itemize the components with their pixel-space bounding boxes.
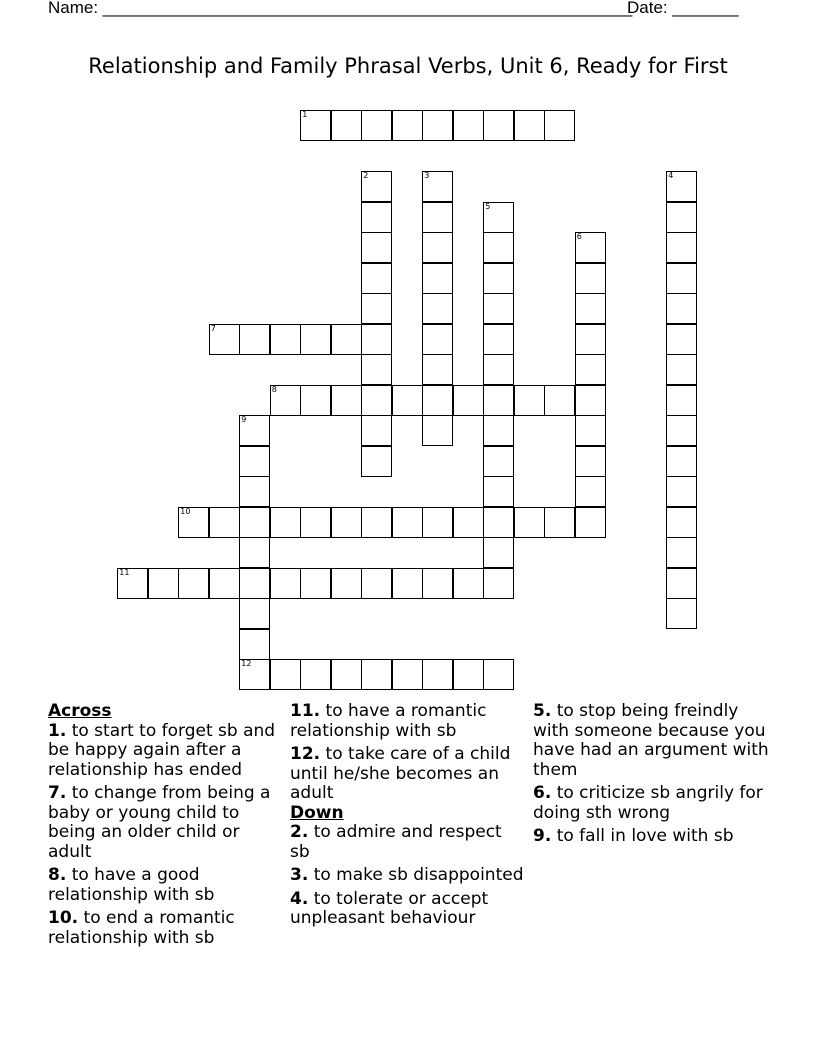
grid-cell[interactable] (575, 385, 606, 416)
grid-cell[interactable] (575, 324, 606, 355)
grid-cell[interactable] (483, 354, 514, 385)
grid-cell[interactable] (270, 507, 301, 538)
grid-cell[interactable] (392, 507, 423, 538)
grid-cell[interactable] (666, 171, 697, 202)
grid-cell[interactable] (209, 568, 240, 599)
clue-number-label: 8 (271, 384, 277, 394)
clue-number: 4. (290, 888, 309, 909)
grid-cell[interactable] (361, 568, 392, 599)
grid-cell[interactable] (544, 507, 575, 538)
grid-cell[interactable] (666, 293, 697, 324)
clue-column-1 (48, 702, 278, 952)
grid-cell[interactable] (483, 476, 514, 507)
clue-number: 9. (533, 826, 552, 846)
grid-cell[interactable] (422, 659, 453, 690)
clue-down-9 (533, 827, 773, 847)
grid-cell[interactable] (300, 659, 331, 690)
clue-number-label: 1 (302, 110, 308, 120)
grid-cell[interactable] (483, 507, 514, 538)
name-field-label: Name: ________________________________________________________ (48, 0, 633, 17)
clue-text: to make sb disappointed (308, 865, 524, 885)
grid-cell[interactable] (422, 293, 453, 324)
grid-cell[interactable] (361, 110, 392, 141)
grid-cell[interactable] (483, 446, 514, 477)
grid-cell[interactable] (666, 415, 697, 446)
grid-cell[interactable] (239, 537, 270, 568)
grid-cell[interactable] (422, 568, 453, 599)
grid-cell[interactable] (270, 659, 301, 690)
grid-cell[interactable] (392, 385, 423, 416)
grid-cell[interactable] (666, 476, 697, 507)
grid-cell[interactable] (209, 507, 240, 538)
grid-cell[interactable] (361, 354, 392, 385)
grid-cell[interactable] (361, 202, 392, 233)
grid-cell[interactable] (361, 232, 392, 263)
grid-cell[interactable] (453, 110, 484, 141)
grid-cell[interactable] (270, 324, 301, 355)
date-field-label: Date: _______ (627, 0, 739, 17)
clue-text: to admire and respect sb (290, 822, 502, 862)
clue-text: to tolerate or accept unpleasant behaviour (290, 888, 489, 928)
grid-cell[interactable] (483, 385, 514, 416)
clue-number: 3. (290, 865, 309, 885)
grid-cell[interactable] (331, 324, 362, 355)
clue-down-4 (290, 890, 525, 929)
grid-cell[interactable] (453, 507, 484, 538)
grid-cell[interactable] (270, 385, 301, 416)
grid-cell[interactable] (239, 629, 270, 660)
grid-cell[interactable] (361, 324, 392, 355)
clue-number-label: 5 (485, 201, 491, 211)
grid-cell[interactable] (666, 537, 697, 568)
clue-down-3 (290, 866, 525, 886)
grid-cell[interactable] (361, 263, 392, 294)
grid-cell[interactable] (514, 507, 545, 538)
grid-cell[interactable] (361, 659, 392, 690)
grid-cell[interactable] (178, 507, 209, 538)
across-heading: Across (48, 701, 112, 721)
grid-cell[interactable] (422, 202, 453, 233)
grid-cell[interactable] (666, 598, 697, 629)
clue-text: to end a romantic relationship with sb (48, 908, 235, 948)
clue-text: to change from being a baby or young child to being an older child or adult (48, 783, 271, 862)
clue-number-label: 2 (363, 171, 369, 181)
grid-cell[interactable] (483, 110, 514, 141)
page-title: Relationship and Family Phrasal Verbs, Unit 6, Ready for First (88, 54, 728, 78)
grid-cell[interactable] (666, 507, 697, 538)
grid-cell[interactable] (575, 415, 606, 446)
grid-cell[interactable] (453, 385, 484, 416)
grid-cell[interactable] (239, 507, 270, 538)
clue-number: 5. (533, 701, 552, 721)
grid-cell[interactable] (239, 568, 270, 599)
grid-cell[interactable] (300, 385, 331, 416)
grid-cell[interactable] (361, 446, 392, 477)
grid-cell[interactable] (575, 507, 606, 538)
down-heading: Down (290, 802, 344, 823)
grid-cell[interactable] (270, 568, 301, 599)
clue-number: 7. (48, 783, 67, 803)
clue-text: to stop being freindly with someone because you have had an argument with them (533, 701, 769, 780)
clue-across-11 (290, 702, 525, 741)
grid-cell[interactable] (666, 385, 697, 416)
grid-cell[interactable] (575, 476, 606, 507)
grid-cell[interactable] (666, 232, 697, 263)
grid-cell[interactable] (483, 232, 514, 263)
clue-number: 6. (533, 783, 552, 803)
grid-cell[interactable] (575, 263, 606, 294)
grid-cell[interactable] (453, 659, 484, 690)
grid-cell[interactable] (392, 659, 423, 690)
grid-cell[interactable] (331, 507, 362, 538)
clue-number-label: 4 (668, 171, 674, 181)
grid-cell[interactable] (331, 110, 362, 141)
grid-cell[interactable] (361, 385, 392, 416)
grid-cell[interactable] (300, 507, 331, 538)
grid-cell[interactable] (483, 324, 514, 355)
grid-cell[interactable] (422, 263, 453, 294)
grid-cell[interactable] (422, 415, 453, 446)
grid-cell[interactable] (422, 507, 453, 538)
grid-cell[interactable] (575, 293, 606, 324)
grid-cell[interactable] (392, 110, 423, 141)
clue-text: to start to forget sb and be happy again after a relationship has ended (48, 720, 276, 780)
grid-cell[interactable] (209, 324, 240, 355)
clue-across-10 (48, 909, 278, 948)
grid-cell[interactable] (239, 598, 270, 629)
grid-cell[interactable] (483, 659, 514, 690)
clue-number: 11. (290, 701, 321, 721)
clue-number: 10. (48, 908, 79, 928)
grid-cell[interactable] (514, 110, 545, 141)
clue-number: 1. (48, 720, 67, 741)
grid-cell[interactable] (331, 659, 362, 690)
clue-number-label: 12 (241, 659, 252, 669)
grid-cell[interactable] (422, 385, 453, 416)
clue-across-7 (48, 784, 278, 862)
clue-text: to criticize sb angrily for doing sth wrong (533, 783, 763, 823)
grid-cell[interactable] (483, 293, 514, 324)
clue-text: to have a good relationship with sb (48, 865, 215, 905)
grid-cell[interactable] (666, 324, 697, 355)
clue-number-label: 9 (241, 415, 247, 425)
grid-cell[interactable] (544, 110, 575, 141)
grid-cell[interactable] (117, 568, 148, 599)
grid-cell[interactable] (361, 507, 392, 538)
grid-cell[interactable] (422, 324, 453, 355)
grid-cell[interactable] (239, 659, 270, 690)
grid-cell[interactable] (361, 293, 392, 324)
grid-cell[interactable] (666, 202, 697, 233)
grid-cell[interactable] (422, 232, 453, 263)
clue-number: 8. (48, 865, 67, 885)
clue-number-label: 6 (576, 232, 582, 242)
grid-cell[interactable] (361, 415, 392, 446)
clue-number-label: 11 (119, 567, 130, 577)
grid-cell[interactable] (331, 568, 362, 599)
clue-text: to take care of a child until he/she becomes an adult (290, 744, 511, 803)
grid-cell[interactable] (483, 202, 514, 233)
clue-number-label: 10 (180, 506, 191, 516)
grid-cell[interactable] (666, 446, 697, 477)
clue-number-label: 7 (210, 323, 216, 333)
clue-text: to fall in love with sb (551, 826, 734, 846)
grid-cell[interactable] (666, 354, 697, 385)
grid-cell[interactable] (575, 354, 606, 385)
grid-cell[interactable] (453, 568, 484, 599)
clue-across-1 (48, 722, 278, 781)
grid-cell[interactable] (300, 568, 331, 599)
grid-cell[interactable] (422, 354, 453, 385)
clue-text: to have a romantic relationship with sb (290, 701, 487, 741)
grid-cell[interactable] (178, 568, 209, 599)
clue-column-2 (290, 702, 525, 933)
grid-cell[interactable] (239, 476, 270, 507)
clue-down-5 (533, 702, 773, 780)
grid-cell[interactable] (392, 568, 423, 599)
grid-cell[interactable] (239, 415, 270, 446)
grid-cell[interactable] (361, 171, 392, 202)
grid-cell[interactable] (300, 324, 331, 355)
clue-number: 12. (290, 744, 321, 764)
grid-cell[interactable] (483, 263, 514, 294)
grid-cell[interactable] (300, 110, 331, 141)
grid-cell[interactable] (483, 415, 514, 446)
clue-across-8 (48, 866, 278, 905)
grid-cell[interactable] (575, 446, 606, 477)
clue-across-12 (290, 745, 525, 804)
grid-cell[interactable] (575, 232, 606, 263)
grid-cell[interactable] (544, 385, 575, 416)
grid-cell[interactable] (666, 263, 697, 294)
clue-down-6 (533, 784, 773, 823)
grid-cell[interactable] (514, 385, 545, 416)
clue-down-2 (290, 823, 525, 862)
grid-cell[interactable] (148, 568, 179, 599)
grid-cell[interactable] (483, 537, 514, 568)
grid-cell[interactable] (239, 446, 270, 477)
grid-cell[interactable] (239, 324, 270, 355)
grid-cell[interactable] (331, 385, 362, 416)
grid-cell[interactable] (666, 568, 697, 599)
clue-column-3 (533, 702, 773, 851)
grid-cell[interactable] (483, 568, 514, 599)
clue-number: 2. (290, 822, 309, 842)
clue-number-label: 3 (424, 171, 430, 181)
grid-cell[interactable] (422, 171, 453, 202)
grid-cell[interactable] (422, 110, 453, 141)
